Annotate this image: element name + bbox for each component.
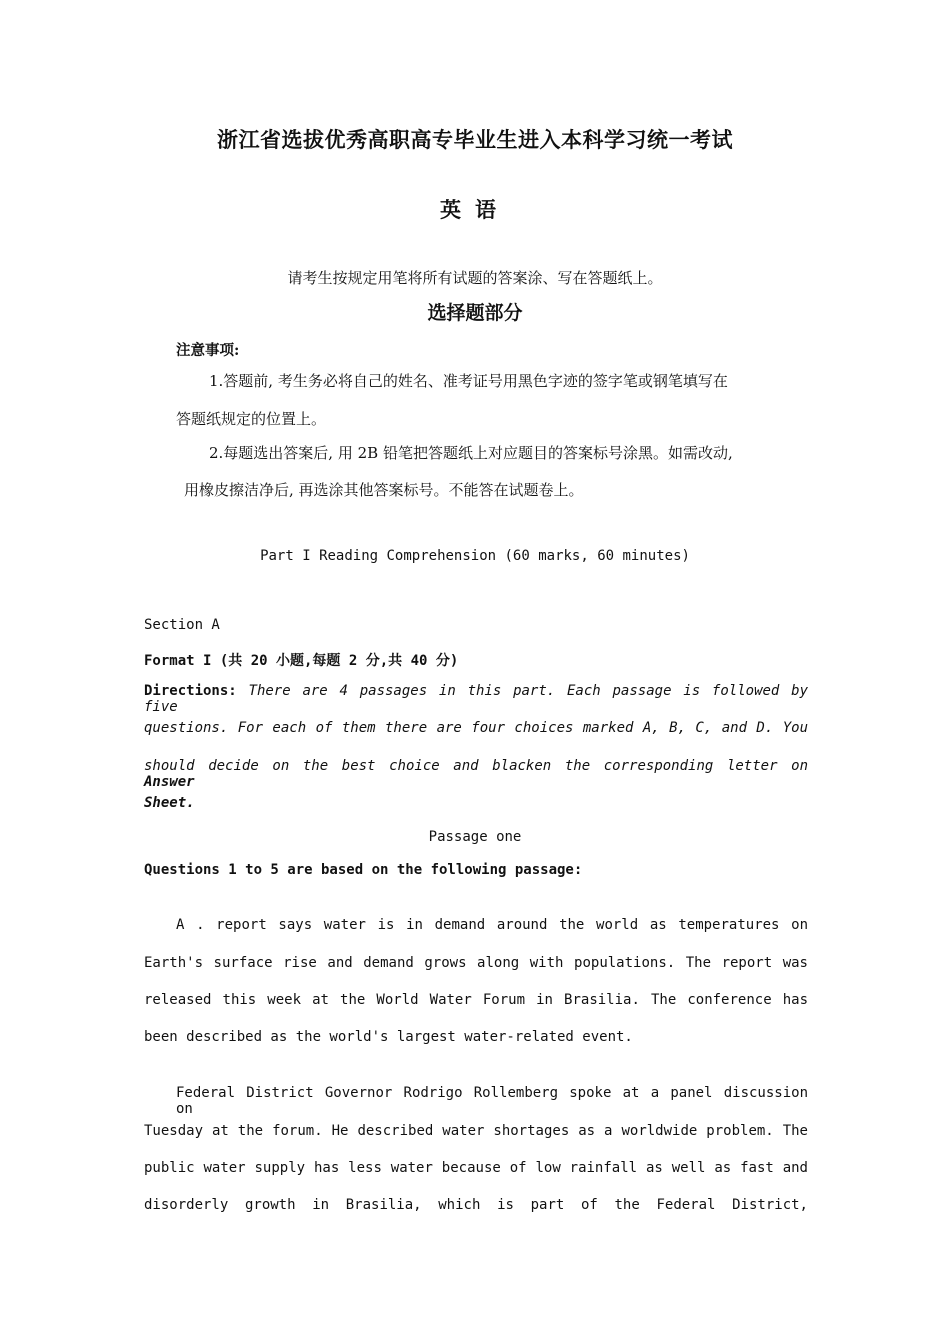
passage-line: been described as the world's largest water-related event.	[144, 1029, 633, 1045]
exam-title: 浙江省选拔优秀高职高专毕业生进入本科学习统一考试	[217, 127, 733, 152]
directions-label: Directions:	[144, 683, 237, 699]
passage-line: Earth's surface rise and demand grows along with populations. The report was	[144, 955, 808, 971]
notice-label: 注意事项:	[176, 342, 240, 359]
directions-line-1	[144, 683, 808, 715]
answer-sheet-emphasis-end: Sheet.	[144, 795, 195, 811]
directions-text-3: should decide on the best choice and blacken the corresponding letter on	[144, 758, 808, 774]
format-label: Format I (共 20 小题,每题 2 分,共 40 分)	[144, 653, 459, 669]
passage-line: released this week at the World Water Forum in Brasilia. The conference has	[144, 992, 808, 1008]
passage-line: Federal District Governor Rodrigo Rollemberg spoke at a panel discussion on	[176, 1085, 808, 1117]
notice-item-2-line-1: 2.每题选出答案后, 用 2B 铅笔把答题纸上对应题目的答案标号涂黑。如需改动,	[209, 444, 733, 462]
directions-line-2: questions. For each of them there are four choices marked A, B, C, and D. You	[144, 720, 808, 736]
part-one-heading: Part I Reading Comprehension (60 marks, 60 minutes)	[260, 548, 690, 564]
directions-text-1: There are 4 passages in this part. Each passage is followed by five	[144, 683, 808, 715]
notice-item-1-line-2: 答题纸规定的位置上。	[176, 410, 327, 428]
passage-line: A . report says water is in demand around the world as temperatures on	[176, 917, 808, 933]
subject-title: 英语	[440, 197, 510, 222]
section-label: Section A	[144, 617, 220, 633]
passage-line: public water supply has less water because of low rainfall as well as fast and	[144, 1160, 808, 1176]
passage-line: disorderly growth in Brasilia, which is part of the Federal District,	[144, 1197, 808, 1213]
answer-sheet-emphasis: Answer	[144, 774, 195, 790]
passage-line: Tuesday at the forum. He described water shortages as a worldwide problem. The	[144, 1123, 808, 1139]
passage-intro: Questions 1 to 5 are based on the following passage:	[144, 862, 583, 878]
multiple-choice-heading: 选择题部分	[427, 302, 523, 324]
general-instruction: 请考生按规定用笔将所有试题的答案涂、写在答题纸上。	[287, 269, 663, 287]
notice-item-1-line-1: 1.答题前, 考生务必将自己的姓名、准考证号用黑色字迹的签字笔或钢笔填写在	[209, 372, 728, 390]
passage-title: Passage one	[428, 829, 522, 845]
directions-line-3	[144, 758, 808, 790]
notice-item-2-line-2: 用橡皮擦洁净后, 再选涂其他答案标号。不能答在试题卷上。	[184, 481, 584, 499]
